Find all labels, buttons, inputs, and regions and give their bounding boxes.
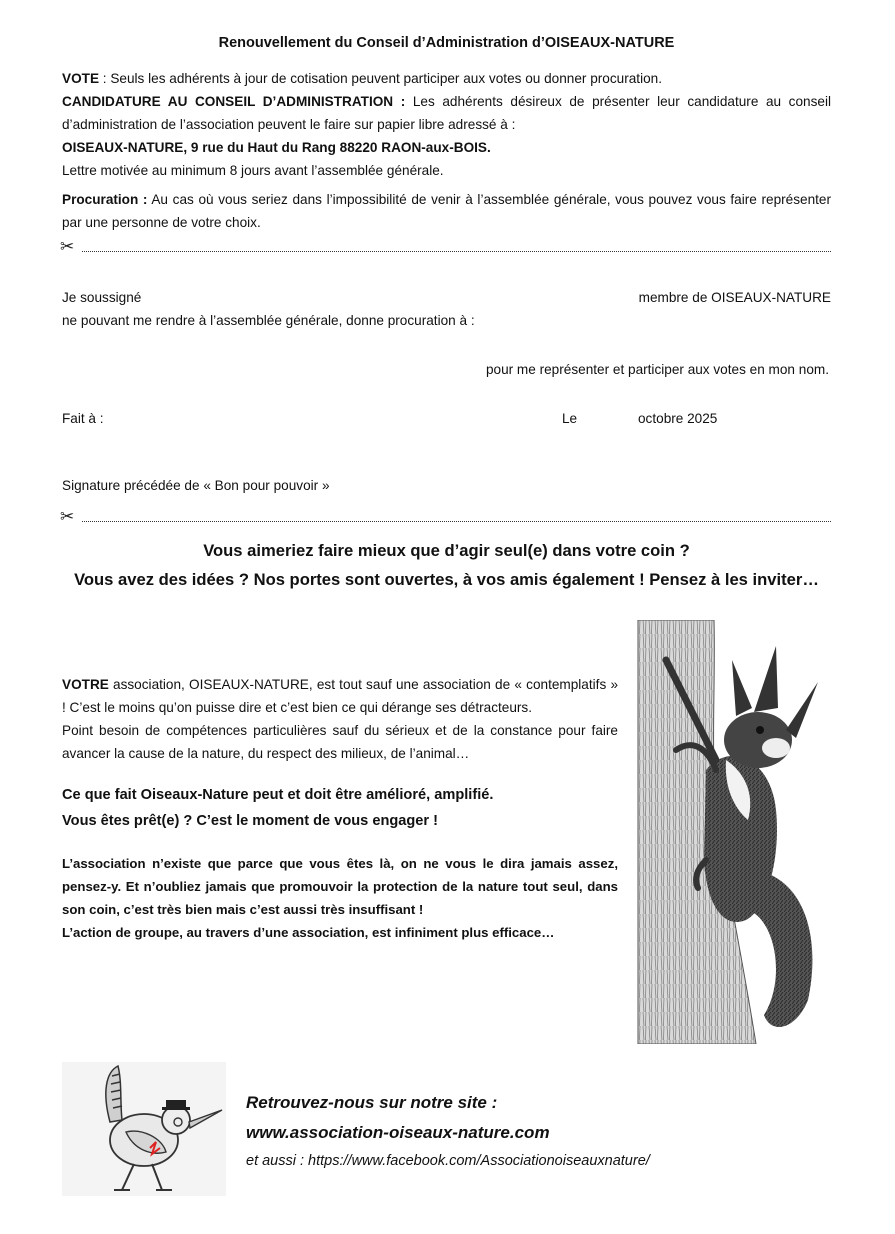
membre-label: membre de OISEAUX-NATURE	[638, 290, 831, 305]
association-text	[62, 673, 618, 944]
procuration-form	[62, 286, 831, 332]
scissors-icon: ✂	[60, 507, 75, 526]
candidature-address: OISEAUX-NATURE, 9 rue du Haut du Rang 88220 RAON-aux-BOIS.	[62, 140, 491, 155]
ne-pouvant-label: ne pouvant me rendre à l’assemblée générale, donne procuration à :	[62, 313, 475, 328]
procuration-text: Au cas où vous seriez dans l’impossibilité de venir à l’assemblée générale, vous pouvez vous faire représenter par une personne de votre choix.	[62, 192, 831, 230]
procuration-label: Procuration :	[62, 192, 148, 207]
candidature-label: CANDIDATURE AU CONSEIL D’ADMINISTRATION :	[62, 94, 406, 109]
footer	[246, 1088, 650, 1174]
slogan-line-2: Vous avez des idées ? Nos portes sont ouvertes, à vos amis également ! Pensez à les inviter…	[74, 570, 819, 589]
footer-line-1: Retrouvez-nous sur notre site :	[246, 1093, 498, 1112]
procuration-paragraph	[62, 188, 831, 234]
slogan-line-1: Vous aimeriez faire mieux que d’agir seul(e) dans votre coin ?	[203, 541, 690, 560]
squirrel-illustration	[636, 620, 826, 1044]
candidature-text: Les adhérents désireux de présenter leur candidature au conseil d’administration de l’association peuvent le faire sur papier libre adressé à :	[62, 94, 831, 132]
vote-text: : Seuls les adhérents à jour de cotisation peuvent participer aux votes ou donner procuration.	[99, 71, 662, 86]
candidature-paragraph	[62, 90, 831, 136]
competences-paragraph: Point besoin de compétences particulières sauf du sérieux et de la constance pour faire avancer la cause de la nature, du respect des milieux, de l’animal…	[62, 723, 618, 761]
vote-label: VOTE	[62, 71, 100, 86]
cut-line-top	[62, 234, 831, 257]
document-page	[62, 32, 831, 257]
candidature-note: Lettre motivée au minimum 8 jours avant l’assemblée générale.	[62, 163, 444, 178]
date-label: octobre 2025	[638, 411, 718, 426]
form-row-soussigne	[62, 286, 831, 309]
pour-me-label: pour me représenter et participer aux votes en mon nom.	[485, 362, 829, 377]
wren-logo	[62, 1062, 226, 1196]
group-action-paragraph: L’action de groupe, au travers d’une association, est infiniment plus efficace…	[62, 925, 555, 940]
dotted-line	[82, 521, 831, 522]
votre-paragraph: VOTRE association, OISEAUX-NATURE, est tout sauf une association de « contemplatifs » ! C’est le moins qu’on puisse dire et c’est bien ce qui dérange ses détracteurs.	[62, 677, 618, 715]
page-title: Renouvellement du Conseil d’Administration d’OISEAUX-NATURE	[218, 35, 675, 51]
slogan	[30, 536, 863, 594]
signature-label: Signature précédée de « Bon pour pouvoir »	[62, 478, 330, 493]
cut-line-bottom	[62, 504, 831, 527]
engagement-line-2: Vous êtes prêt(e) ? C’est le moment de vous engager !	[62, 813, 439, 829]
le-label: Le	[562, 411, 578, 426]
dotted-line	[82, 251, 831, 252]
scissors-icon: ✂	[60, 237, 75, 256]
website-link[interactable]: www.association-oiseaux-nature.com	[246, 1123, 550, 1142]
fait-a-label: Fait à :	[62, 411, 104, 426]
existence-paragraph: L’association n’existe que parce que vous êtes là, on ne vous le dira jamais assez, pensez-y. Et n’oubliez jamais que promouvoir la protection de la nature tout seul, dans son coin, c’est très bien mais c’est aussi très insuffisant !	[62, 856, 618, 917]
vote-paragraph	[62, 67, 831, 90]
soussigne-label: Je soussigné	[62, 290, 142, 305]
facebook-link[interactable]: et aussi : https://www.facebook.com/Associationoiseauxnature/	[246, 1153, 650, 1169]
votre-label: VOTRE	[62, 677, 109, 692]
engagement-line-1: Ce que fait Oiseaux-Nature peut et doit être amélioré, amplifié.	[62, 787, 494, 803]
